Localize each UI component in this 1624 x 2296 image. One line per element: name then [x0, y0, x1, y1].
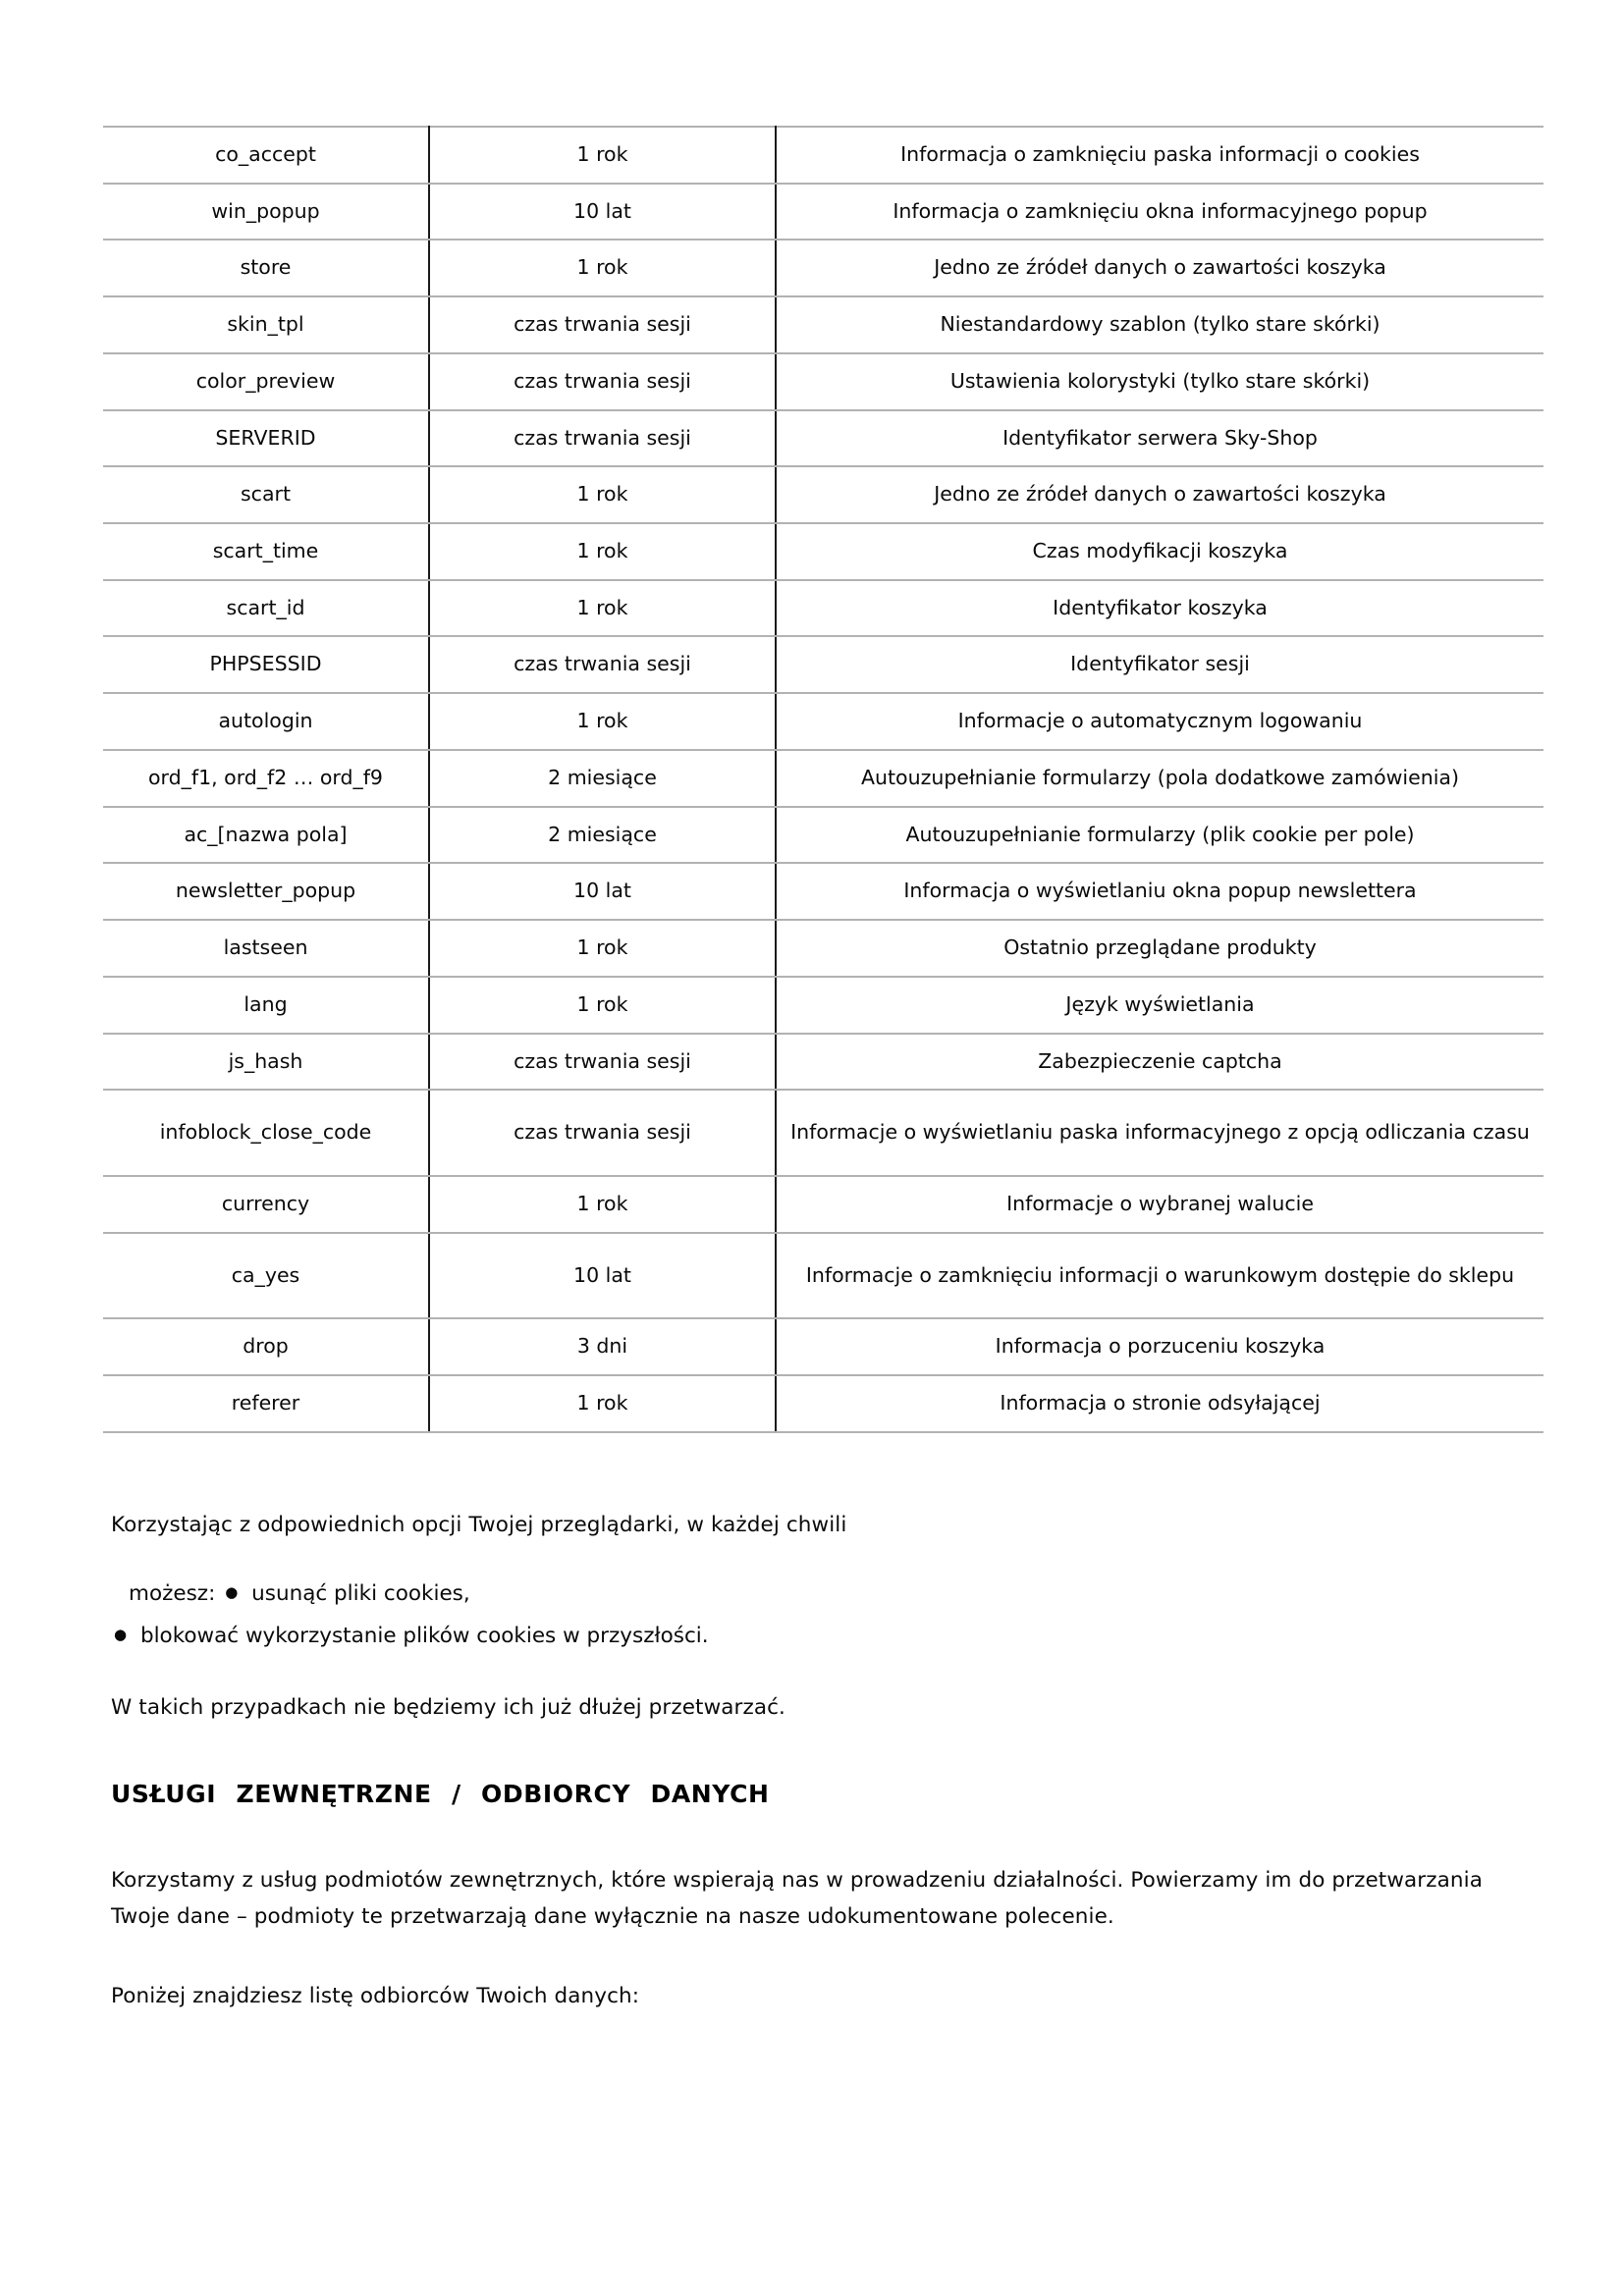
cookie-description-cell: Informacja o wyświetlaniu okna popup newslettera	[776, 863, 1543, 920]
table-row	[103, 920, 1543, 977]
table-row	[103, 636, 1543, 693]
cookie-name-cell: lastseen	[103, 920, 429, 977]
cookie-description-cell: Informacje o wybranej walucie	[776, 1176, 1543, 1233]
table-row	[103, 1318, 1543, 1375]
cookie-name-cell: currency	[103, 1176, 429, 1233]
browser-options-paragraph: Korzystając z odpowiednich opcji Twojej przeglądarki, w każdej chwili	[111, 1513, 847, 1537]
cookie-name-cell: SERVERID	[103, 410, 429, 467]
list-item-label: usunąć pliki cookies,	[251, 1581, 470, 1606]
cookie-duration-cell: 10 lat	[429, 863, 776, 920]
table-row	[103, 410, 1543, 467]
cookie-name-cell: newsletter_popup	[103, 863, 429, 920]
cookie-name-cell: drop	[103, 1318, 429, 1375]
cookie-description-cell: Informacja o stronie odsyłającej	[776, 1375, 1543, 1432]
cookie-duration-cell: 3 dni	[429, 1318, 776, 1375]
cookie-duration-cell: 1 rok	[429, 240, 776, 296]
cookie-actions-list	[111, 1577, 1407, 1662]
table-row	[103, 1233, 1543, 1319]
cookie-description-cell: Zabezpieczenie captcha	[776, 1034, 1543, 1091]
cookie-duration-cell: 1 rok	[429, 127, 776, 184]
cookie-duration-cell: 1 rok	[429, 920, 776, 977]
list-item-label: blokować wykorzystanie plików cookies w przyszłości.	[139, 1623, 709, 1648]
cookie-name-cell: color_preview	[103, 353, 429, 410]
cookie-duration-cell: czas trwania sesji	[429, 1034, 776, 1091]
page-title: USŁUGI ZEWNĘTRZNE / ODBIORCY DANYCH	[111, 1780, 770, 1808]
cookie-description-cell: Ostatnio przeglądane produkty	[776, 920, 1543, 977]
table-row	[103, 523, 1543, 580]
cookie-name-cell: scart	[103, 466, 429, 523]
table-row	[103, 1090, 1543, 1176]
cookie-duration-cell: 1 rok	[429, 1375, 776, 1432]
cookie-table-body	[103, 127, 1543, 1432]
cookie-name-cell: ca_yes	[103, 1233, 429, 1319]
list-item	[111, 1620, 1407, 1654]
table-row	[103, 977, 1543, 1034]
table-row	[103, 693, 1543, 750]
list-item	[111, 1577, 1407, 1612]
cookie-description-cell: Autouzupełnianie formularzy (pola dodatkowe zamówienia)	[776, 750, 1543, 807]
cookie-name-cell: referer	[103, 1375, 429, 1432]
cookie-duration-cell: 1 rok	[429, 580, 776, 637]
cookie-name-cell: co_accept	[103, 127, 429, 184]
table-row	[103, 353, 1543, 410]
cookie-duration-cell: 10 lat	[429, 184, 776, 240]
cookie-description-cell: Informacja o zamknięciu okna informacyjnego popup	[776, 184, 1543, 240]
cookie-name-cell: ord_f1, ord_f2 … ord_f9	[103, 750, 429, 807]
cookie-description-cell: Autouzupełnianie formularzy (plik cookie per pole)	[776, 807, 1543, 864]
cookie-duration-cell: czas trwania sesji	[429, 296, 776, 353]
cookie-description-cell: Informacje o zamknięciu informacji o warunkowym dostępie do sklepu	[776, 1233, 1543, 1319]
table-row	[103, 296, 1543, 353]
table-row	[103, 1176, 1543, 1233]
cookie-duration-cell: 2 miesiące	[429, 750, 776, 807]
table-row	[103, 863, 1543, 920]
cookie-duration-cell: 2 miesiące	[429, 807, 776, 864]
table-row	[103, 750, 1543, 807]
cookie-description-cell: Język wyświetlania	[776, 977, 1543, 1034]
table-row	[103, 466, 1543, 523]
cookie-description-cell: Informacja o zamknięciu paska informacji o cookies	[776, 127, 1543, 184]
table-row	[103, 240, 1543, 296]
cookie-description-cell: Czas modyfikacji koszyka	[776, 523, 1543, 580]
cookie-name-cell: ac_[nazwa pola]	[103, 807, 429, 864]
cookie-duration-cell: 1 rok	[429, 693, 776, 750]
cookie-description-cell: Jedno ze źródeł danych o zawartości koszyka	[776, 240, 1543, 296]
cookie-description-cell: Informacje o wyświetlaniu paska informacyjnego z opcją odliczania czasu	[776, 1090, 1543, 1176]
no-longer-processing-paragraph: W takich przypadkach nie będziemy ich już dłużej przetwarzać.	[111, 1695, 785, 1720]
cookie-description-cell: Ustawienia kolorystyki (tylko stare skórki)	[776, 353, 1543, 410]
cookie-name-cell: win_popup	[103, 184, 429, 240]
bullet-lead-text: możesz:	[129, 1581, 216, 1606]
cookie-duration-cell: 1 rok	[429, 977, 776, 1034]
cookie-description-cell: Informacja o porzuceniu koszyka	[776, 1318, 1543, 1375]
cookie-name-cell: autologin	[103, 693, 429, 750]
cookie-duration-cell: 10 lat	[429, 1233, 776, 1319]
cookie-description-cell: Identyfikator koszyka	[776, 580, 1543, 637]
table-row	[103, 127, 1543, 184]
table-row	[103, 580, 1543, 637]
cookie-table	[103, 126, 1543, 1433]
cookie-description-cell: Identyfikator serwera Sky-Shop	[776, 410, 1543, 467]
table-row	[103, 184, 1543, 240]
cookie-duration-cell: 1 rok	[429, 1176, 776, 1233]
cookie-name-cell: js_hash	[103, 1034, 429, 1091]
cookie-name-cell: PHPSESSID	[103, 636, 429, 693]
cookie-name-cell: infoblock_close_code	[103, 1090, 429, 1176]
table-row	[103, 1375, 1543, 1432]
table-row	[103, 807, 1543, 864]
cookie-description-cell: Identyfikator sesji	[776, 636, 1543, 693]
bullet-dot-icon: ●	[114, 1625, 128, 1643]
cookie-duration-cell: czas trwania sesji	[429, 1090, 776, 1176]
table-row	[103, 1034, 1543, 1091]
cookie-duration-cell: 1 rok	[429, 523, 776, 580]
cookie-description-cell: Jedno ze źródeł danych o zawartości koszyka	[776, 466, 1543, 523]
cookie-name-cell: scart_time	[103, 523, 429, 580]
external-services-paragraph: Korzystamy z usług podmiotów zewnętrznych, które wspierają nas w prowadzeniu działalności. Powierzamy im do przetwarzania Twoje dane – podmioty te przetwarzają dane wyłącznie na nasze udokumentowane polecenie.	[111, 1868, 1483, 1929]
cookie-duration-cell: 1 rok	[429, 466, 776, 523]
cookie-name-cell: skin_tpl	[103, 296, 429, 353]
cookie-name-cell: scart_id	[103, 580, 429, 637]
bullet-dot-icon: ●	[225, 1583, 239, 1601]
cookie-duration-cell: czas trwania sesji	[429, 410, 776, 467]
cookie-duration-cell: czas trwania sesji	[429, 636, 776, 693]
cookie-duration-cell: czas trwania sesji	[429, 353, 776, 410]
cookie-name-cell: store	[103, 240, 429, 296]
cookie-description-cell: Informacje o automatycznym logowaniu	[776, 693, 1543, 750]
below-list-paragraph: Poniżej znajdziesz listę odbiorców Twoich danych:	[111, 1984, 640, 2008]
cookie-name-cell: lang	[103, 977, 429, 1034]
cookie-description-cell: Niestandardowy szablon (tylko stare skórki)	[776, 296, 1543, 353]
